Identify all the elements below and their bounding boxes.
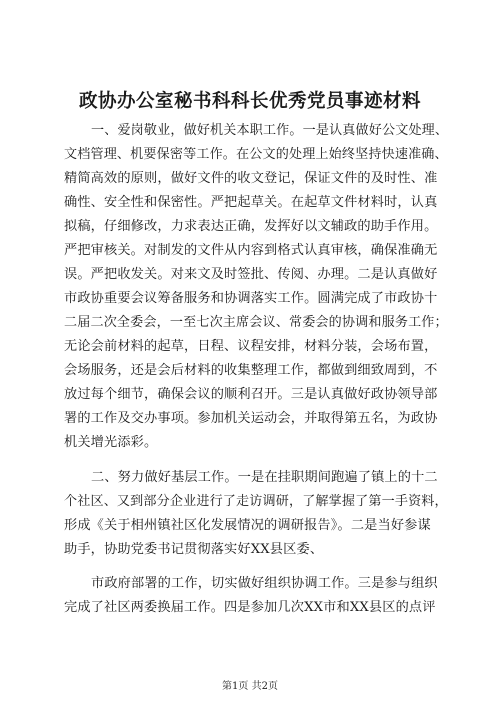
body-line: 确性、安全性和保密性。严把起草关。在起草文件材料时，认真 [64, 195, 438, 210]
body-line: 完成了社区两委换届工作。四是参加几次XX市和XX县区的点评 [64, 600, 436, 615]
document-title: 政协办公室秘书科科长优秀党员事迹材料 [78, 91, 421, 112]
body-line: 一、爱岗敬业，做好机关本职工作。一是认真做好公文处理、 [91, 123, 449, 138]
page-footer: 第1页 共2页 [222, 681, 278, 692]
body-line: 市政协重要会议筹备服务和协调落实工作。圆满完成了市政协十 [64, 291, 438, 306]
body-line: 拟稿，仔细修改，力求表达正确，发挥好以文辅政的助手作用。 [64, 219, 438, 234]
body-line: 形成《关于相州镇社区化发展情况的调研报告》。二是当好参谋 [64, 518, 431, 533]
body-line: 精简高效的原则，做好文件的收文登记，保证文件的及时性、准 [64, 171, 438, 186]
body-line: 二届二次全委会，一至七次主席会议、常委会的协调和服务工作； [64, 315, 448, 330]
body-line: 机关增光添彩。 [64, 435, 158, 450]
body-line: 会场服务，还是会后材料的收集整理工作，都做到细致周到，不 [64, 363, 438, 378]
body-line: 放过每个细节，确保会议的顺利召开。三是认真做好政协领导部 [64, 387, 438, 402]
body-line: 市政府部署的工作，切实做好组织协调工作。三是参与组织 [91, 576, 438, 591]
body-line: 无论会前材料的起草，日程、议程安排，材料分装，会场布置， [64, 339, 438, 354]
body-line: 助手，协助党委书记贯彻落实好XX县区委、 [64, 542, 324, 557]
body-line: 署的工作及交办事项。参加机关运动会，并取得第五名，为政协 [64, 411, 438, 426]
body-line: 个社区、又到部分企业进行了走访调研，了解掌握了第一手资料， [64, 494, 448, 509]
body-line: 严把审核关。对制发的文件从内容到格式认真审核，确保准确无 [64, 243, 438, 258]
body-line: 二、努力做好基层工作。一是在挂职期间跑遍了镇上的十二 [91, 470, 438, 485]
body-line: 误。严把收发关。对来文及时签批、传阅、办理。二是认真做好 [64, 267, 438, 282]
body-line: 文档管理、机要保密等工作。在公文的处理上始终坚持快速准确、 [64, 147, 448, 162]
